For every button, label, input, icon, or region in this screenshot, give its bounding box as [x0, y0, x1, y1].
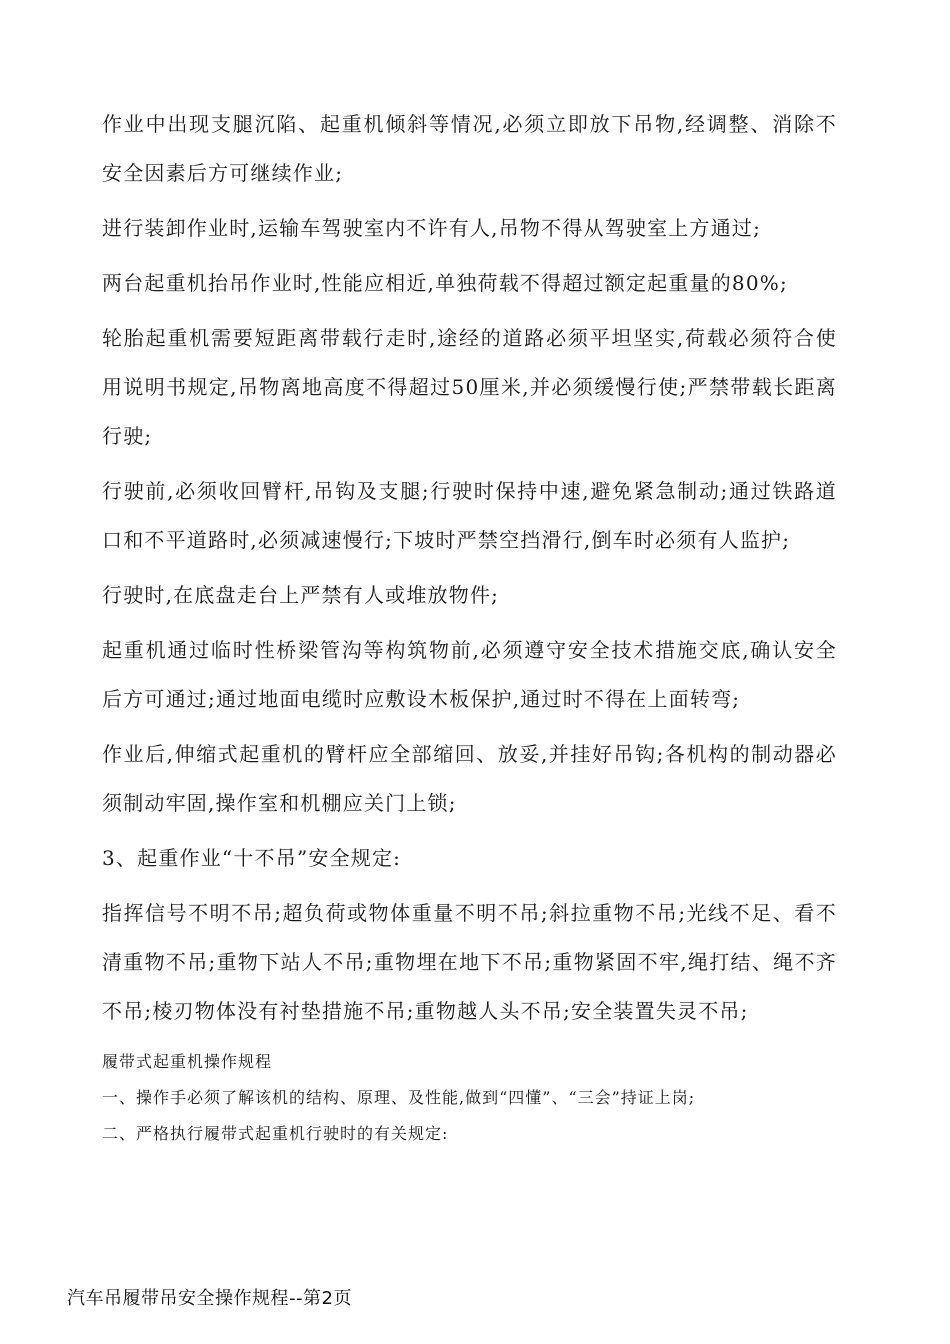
- crawler-rule-one: 一、操作手必须了解该机的结构、原理、及性能,做到“四懂”、“三会”持证上岗;: [102, 1088, 696, 1107]
- paragraph-dual-crane-lifting: 两台起重机抬吊作业时,性能应相近,单独荷载不得超过额定起重量的80%;: [102, 271, 788, 295]
- section-heading-ten-no-lift: 3、起重作业“十不吊”安全规定:: [102, 846, 402, 870]
- paragraph-temporary-bridge: 起重机通过临时性桥梁管沟等构筑物前,必须遵守安全技术措施交底,确认安全后方可通过;通过地面电缆时应敷设木板保护,通过时不得在上面转弯;: [102, 638, 837, 711]
- paragraph-before-driving: 行驶前,必须收回臂杆,吊钩及支腿;行驶时保持中速,避免紧急制动;通过铁路道口和不平道路时,必须减速慢行;下坡时严禁空挡滑行,倒车时必须有人监护;: [102, 479, 837, 552]
- page-footer: 汽车吊履带吊安全操作规程--第2页: [67, 1288, 352, 1309]
- paragraph-after-operation: 作业后,伸缩式起重机的臂杆应全部缩回、放妥,并挂好吊钩;各机构的制动器必须制动牢固,操作室和机棚应关门上锁;: [102, 742, 837, 815]
- crawler-rule-two: 二、严格执行履带式起重机行驶时的有关规定:: [102, 1124, 449, 1143]
- document-body: [102, 100, 837, 1152]
- crawler-crane-title: 履带式起重机操作规程: [102, 1052, 273, 1071]
- paragraph-chassis-platform: 行驶时,在底盘走台上严禁有人或堆放物件;: [102, 583, 500, 607]
- paragraph-loading-unloading: 进行装卸作业时,运输车驾驶室内不许有人,吊物不得从驾驶室上方通过;: [102, 216, 762, 240]
- paragraph-ten-no-lift-rules: 指挥信号不明不吊;超负荷或物体重量不明不吊;斜拉重物不吊;光线不足、看不清重物不吊;重物下站人不吊;重物埋在地下不吊;重物紧固不牢,绳打结、绳不齐不吊;棱刃物体没有衬垫措施不吊;重物越人头不吊;安全装置失灵不吊;: [102, 901, 837, 1023]
- paragraph-tire-crane-travel: 轮胎起重机需要短距离带载行走时,途经的道路必须平坦坚实,荷载必须符合使用说明书规定,吊物离地高度不得超过50厘米,并必须缓慢行使;严禁带载长距离行驶;: [102, 326, 837, 448]
- paragraph-outrigger-sinking: 作业中出现支腿沉陷、起重机倾斜等情况,必须立即放下吊物,经调整、消除不安全因素后方可继续作业;: [102, 112, 837, 185]
